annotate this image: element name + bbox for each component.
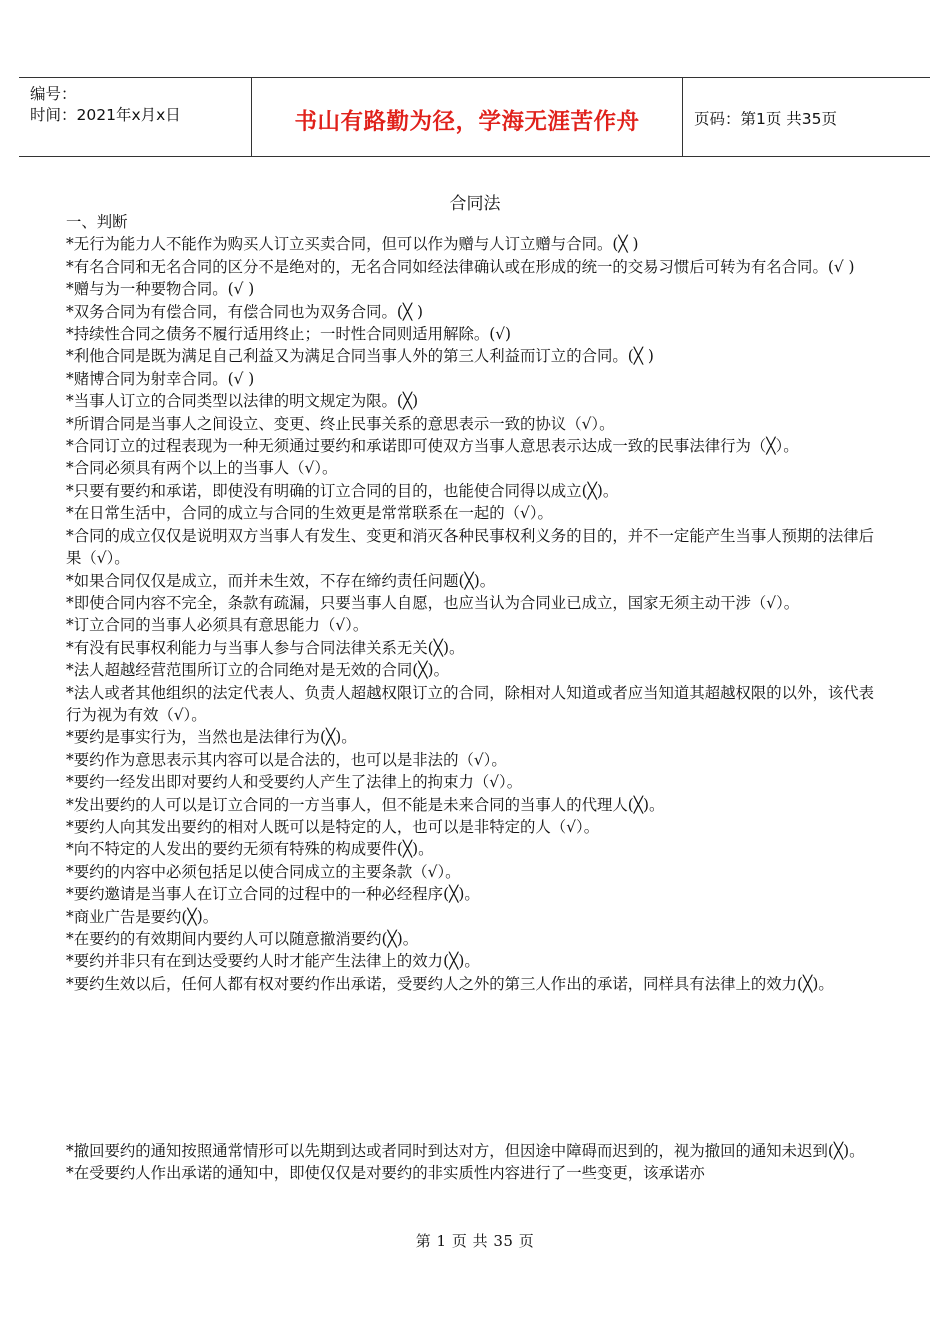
header-bottom-rule [19, 156, 930, 157]
judgement-item: *订立合同的当事人必须具有意思能力（√）。 [66, 616, 369, 635]
judgement-item: *在日常生活中，合同的成立与合同的生效更是常常联系在一起的（√）。 [66, 504, 553, 523]
judgement-item: *要约并非只有在到达受要约人时才能产生法律上的效力(╳)。 [66, 952, 480, 971]
judgement-item: *有没有民事权利能力与当事人参与合同法律关系无关(╳)。 [66, 638, 465, 657]
judgement-item: *法人或者其他组织的法定代表人、负责人超越权限订立的合同，除相对人知道或者应当知道其超越权限的以外，该代表行为视为有效（√）。 [66, 683, 875, 724]
judgement-item: *要约是事实行为，当然也是法律行为(╳)。 [66, 728, 357, 747]
judgement-item: *当事人订立的合同类型以法律的明文规定为限。(╳) [66, 392, 419, 411]
judgement-item: *合同的成立仅仅是说明双方当事人有发生、变更和消灭各种民事权利义务的目的，并不一定能产生当事人预期的法律后果（√）。 [66, 526, 875, 568]
judgement-item: *有名合同和无名合同的区分不是绝对的，无名合同如经法律确认或在形成的统一的交易习惯后可转为有名合同。(√ ) [66, 257, 855, 276]
time-label: 时间：2021年x月x日 [30, 106, 181, 124]
judgement-item: *向不特定的人发出的要约无须有特殊的构成要件(╳)。 [66, 840, 434, 859]
judgement-item: *在受要约人作出承诺的通知中，即使仅仅是对要约的非实质性内容进行了一些变更，该承诺亦 [66, 1164, 705, 1183]
judgement-item: *只要有要约和承诺，即使没有明确的订立合同的目的，也能使合同得以成立(╳)。 [66, 481, 619, 500]
judgement-item: *发出要约的人可以是订立合同的一方当事人，但不能是未来合同的当事人的代理人(╳)。 [66, 795, 665, 814]
judgement-item: *要约生效以后，任何人都有权对要约作出承诺，受要约人之外的第三人作出的承诺，同样具有法律上的效力(╳)。 [66, 974, 834, 993]
document-title: 合同法 [449, 194, 501, 214]
judgement-item: *无行为能力人不能作为购买人订立买卖合同，但可以作为赠与人订立赠与合同。(╳ ) [66, 235, 639, 254]
page-footer: 第 1 页 共 35 页 [415, 1232, 535, 1250]
judgement-list [66, 211, 874, 995]
judgement-item: *赌博合同为射幸合同。(√ ) [66, 369, 255, 388]
judgement-item: *所谓合同是当事人之间设立、变更、终止民事关系的意思表示一致的协议（√）。 [66, 414, 615, 433]
judgement-item: *要约作为意思表示其内容可以是合法的，也可以是非法的（√）。 [66, 750, 507, 769]
judgement-item: *即使合同内容不完全，条款有疏漏，只要当事人自愿，也应当认为合同业已成立，国家无须主动干涉（√）。 [66, 593, 800, 612]
judgement-item: *合同必须具有两个以上的当事人（√）。 [66, 459, 338, 478]
judgement-item: *要约邀请是当事人在订立合同的过程中的一种必经程序(╳)。 [66, 885, 480, 904]
judgement-item: *法人超越经营范围所订立的合同绝对是无效的合同(╳)。 [66, 661, 449, 680]
header-motto: 书山有路勤为径，学海无涯苦作舟 [294, 109, 640, 135]
judgement-item: *合同订立的过程表现为一种无须通过要约和承诺即可使双方当事人意思表示达成一致的民事法律行为（╳）。 [66, 437, 799, 456]
judgement-item: *持续性合同之债务不履行适用终止；一时性合同则适用解除。(√) [66, 325, 512, 344]
header-top-rule [19, 77, 930, 78]
judgement-item: *如果合同仅仅是成立，而并未生效，不存在缔约责任问题(╳)。 [66, 571, 496, 590]
judgement-item: *撤回要约的通知按照通常情形可以先期到达或者同时到达对方，但因途中障碍而迟到的，视为撤回的通知未迟到(╳)。 [66, 1142, 865, 1160]
judgement-item: *在要约的有效期间内要约人可以随意撤消要约(╳)。 [66, 930, 419, 948]
number-label: 编号： [30, 85, 77, 103]
judgement-item: *要约一经发出即对要约人和受要约人产生了法律上的拘束力（√）。 [66, 773, 523, 792]
header-page-label: 页码：第1页 共35页 [694, 110, 838, 128]
header-divider-right [682, 77, 683, 157]
section-heading: 一、判断 [66, 213, 128, 231]
judgement-item: *赠与为一种要物合同。(√ ) [66, 280, 255, 299]
judgement-item: *商业广告是要约(╳)。 [66, 907, 219, 926]
judgement-list-continued [66, 1140, 874, 1185]
judgement-item: *双务合同为有偿合同，有偿合同也为双务合同。(╳ ) [66, 302, 424, 321]
header-meta [30, 84, 245, 126]
judgement-item: *要约的内容中必须包括足以使合同成立的主要条款（√）。 [66, 862, 461, 881]
judgement-item: *利他合同是既为满足自己利益又为满足合同当事人外的第三人利益而订立的合同。(╳ ) [66, 347, 654, 366]
judgement-item: *要约人向其发出要约的相对人既可以是特定的人，也可以是非特定的人（√）。 [66, 817, 600, 836]
